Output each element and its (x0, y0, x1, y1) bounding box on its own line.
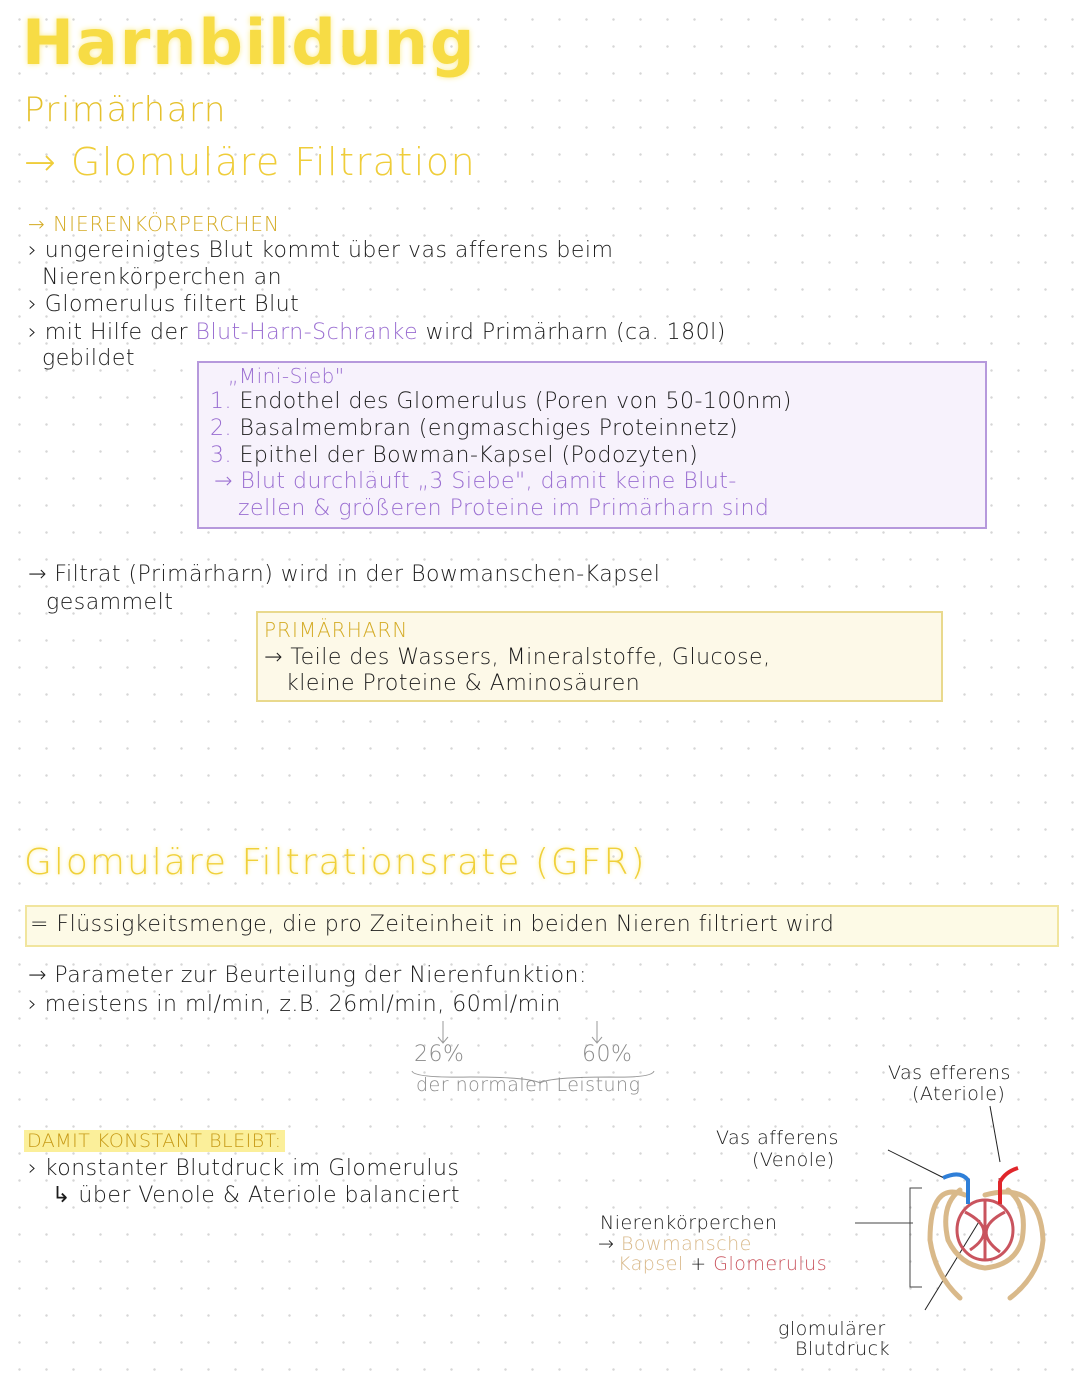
text: wird Primärharn (ca. 180l) (418, 320, 726, 345)
konstant-line: ↳ über Venole & Ateriole balanciert (52, 1183, 460, 1208)
primaerharn-box-title: PRIMÄRHARN (264, 618, 409, 642)
item-number: 3. (210, 443, 232, 468)
vas-afferens (943, 1174, 968, 1204)
bullet-line: › ungereinigtes Blut kommt über vas afferens beim (28, 238, 614, 263)
bullet-line-schranke (28, 320, 726, 345)
gfr-definition: = Flüssigkeitsmenge, die pro Zeiteinheit in beiden Nieren filtriert wird (30, 912, 835, 937)
arrow: → (598, 1233, 615, 1255)
bracket (910, 1188, 922, 1287)
efferens-pointer (990, 1106, 1000, 1162)
sieb-item (210, 443, 698, 468)
item-number: 1. (210, 389, 232, 414)
konstant-heading: DAMIT KONSTANT BLEIBT: (24, 1130, 285, 1152)
bullet-line: Nierenkörperchen an (42, 265, 283, 290)
blut-harn-schranke: Blut-Harn-Schranke (195, 320, 419, 345)
nierenkoerperchen-heading: → NIERENKÖRPERCHEN (28, 212, 280, 236)
percent-note: der normalen Leistung (416, 1074, 641, 1096)
filtrat-line: gesammelt (46, 590, 174, 615)
kapsel: Kapsel (618, 1253, 684, 1275)
item-text: Epithel der Bowman-Kapsel (Podozyten) (239, 443, 699, 468)
label-bowmansche (598, 1233, 752, 1255)
afferens-pointer (888, 1150, 944, 1178)
text: › mit Hilfe der (28, 320, 196, 345)
mini-sieb-title: „Mini-Sieb" (228, 364, 345, 388)
item-number: 2. (210, 416, 232, 441)
gfr-heading: Glomuläre Filtrationsrate (GFR) (24, 842, 647, 883)
gfr-line: › meistens in ml/min, z.B. 26ml/min, 60ml/min (28, 992, 561, 1017)
section-heading-filtration: → Glomuläre Filtration (24, 140, 477, 184)
bullet-line: gebildet (42, 346, 136, 371)
bowmansche: Bowmansche (620, 1233, 752, 1255)
primaerharn-line: → Teile des Wassers, Mineralstoffe, Glucose, (264, 645, 771, 670)
arrow-down-icon (592, 1021, 602, 1043)
konstant-line: › konstanter Blutdruck im Glomerulus (28, 1156, 460, 1181)
primaerharn-line: kleine Proteine & Aminosäuren (286, 671, 641, 696)
glomerulus: Glomerulus (713, 1253, 828, 1275)
label-nierenkoerperchen: Nierenkörperchen (600, 1212, 778, 1234)
arrow-down-icon (438, 1021, 448, 1043)
label-vas-efferens: Vas efferens (888, 1062, 1011, 1084)
gfr-line: → Parameter zur Beurteilung der Nierenfunktion: (28, 963, 587, 988)
subtitle: Primärharn (24, 90, 227, 130)
nierenkoerperchen-diagram (840, 1100, 1080, 1330)
label-ateriole: (Ateriole) (912, 1083, 1006, 1105)
label-vas-afferens: Vas afferens (716, 1127, 839, 1149)
percent-26: 26% (414, 1042, 465, 1067)
label-venole: (Venole) (752, 1149, 835, 1171)
percent-60: 60% (582, 1042, 633, 1067)
label-kapsel-glomerulus (618, 1253, 827, 1275)
sieb-item (210, 389, 792, 414)
label-glomulaerer: glomulärer (778, 1318, 886, 1340)
item-text: Basalmembran (engmaschiges Proteinnetz) (239, 416, 739, 441)
label-blutdruck: Blutdruck (795, 1338, 891, 1360)
page-title: Harnbildung (22, 6, 477, 79)
sieb-note: → Blut durchläuft „3 Siebe", damit keine Blut- (214, 469, 737, 494)
sieb-note: zellen & größeren Proteine im Primärharn sind (238, 496, 770, 521)
filtrat-line: → Filtrat (Primärharn) wird in der Bowmanschen-Kapsel (28, 562, 661, 587)
bullet-line: › Glomerulus filtert Blut (28, 292, 300, 317)
sieb-item (210, 416, 738, 441)
plus: + (690, 1253, 707, 1275)
item-text: Endothel des Glomerulus (Poren von 50-100nm) (239, 389, 792, 414)
